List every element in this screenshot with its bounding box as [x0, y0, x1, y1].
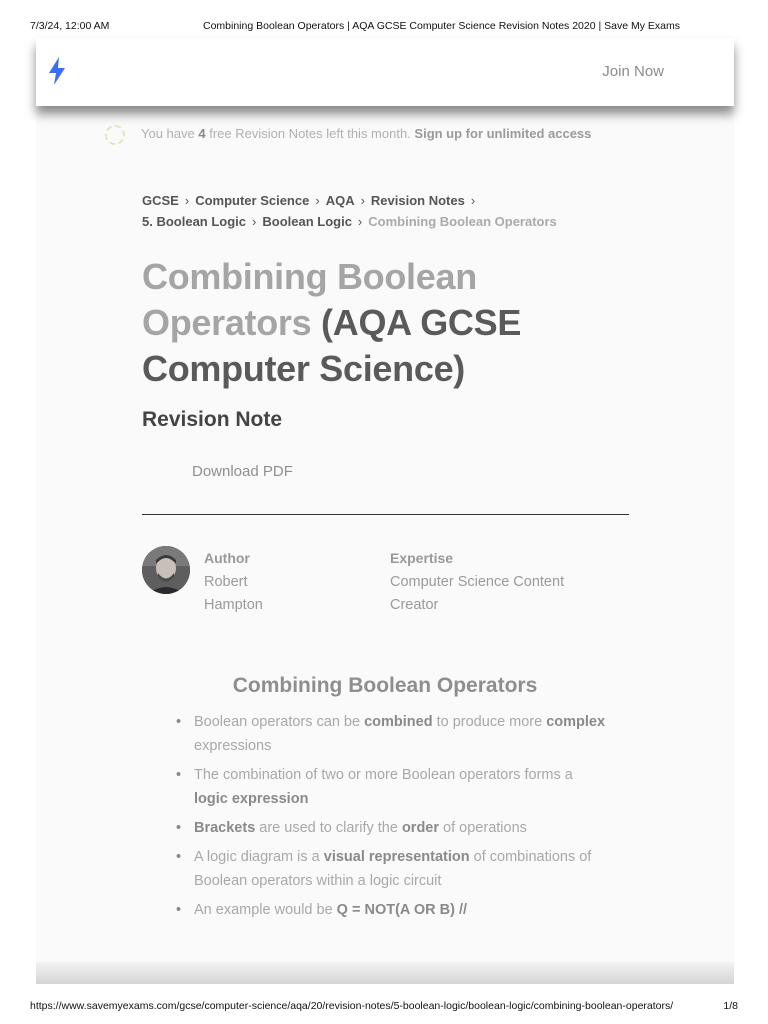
bullet-list — [176, 710, 606, 927]
join-now-button[interactable]: Join Now — [602, 63, 664, 80]
list-item: • The combination of two or more Boolean operators forms a logic expression — [176, 763, 606, 811]
list-item: • Brackets are used to clarify the order of operations — [176, 816, 606, 840]
notes-remaining-count: 4 — [198, 126, 206, 141]
chevron-right-icon: › — [360, 193, 365, 208]
page-title-main: Combining Boolean Operators — [142, 256, 477, 343]
breadcrumb-gcse[interactable]: GCSE — [142, 193, 179, 208]
chevron-right-icon: › — [315, 193, 320, 208]
chevron-right-icon: › — [357, 214, 363, 229]
author-label: Author — [204, 550, 250, 566]
expertise-value-line2: Creator — [390, 597, 439, 613]
list-item: • Boolean operators can be combined to produce more complex expressions — [176, 710, 606, 758]
signup-link[interactable]: Sign up for unlimited access — [414, 126, 592, 141]
free-notes-notice: You have 4 free Revision Notes left this month. Sign up for unlimited access — [141, 126, 591, 141]
print-page-title: Combining Boolean Operators | AQA GCSE Computer Science Revision Notes 2020 | Save My Exams — [202, 20, 680, 32]
breadcrumb-boolean-logic[interactable]: Boolean Logic — [262, 214, 352, 229]
breadcrumb-boolean-logic-topic[interactable]: 5. Boolean Logic — [142, 214, 247, 229]
divider — [142, 514, 629, 515]
print-header — [0, 0, 768, 40]
download-pdf-button[interactable]: Download PDF — [192, 463, 293, 480]
print-date: 7/3/24, 12:00 AM — [30, 20, 110, 32]
author-name-line1: Robert — [204, 574, 248, 590]
page-body — [36, 106, 734, 962]
page-title-suffix: (AQA GCSE Computer Science) — [142, 302, 522, 389]
loading-spinner-icon — [105, 125, 125, 145]
breadcrumb — [142, 190, 612, 232]
section-title: Combining Boolean Operators — [232, 674, 538, 697]
list-item: • A logic diagram is a visual representation of combinations of Boolean operators within a logic circuit — [176, 845, 606, 893]
chevron-right-icon: › — [184, 193, 190, 208]
site-header — [36, 38, 734, 106]
breadcrumb-current: Combining Boolean Operators — [368, 214, 557, 229]
print-url: https://www.savemyexams.com/gcse/computer-science/aqa/20/revision-notes/5-boolean-logic/boolean-logic/combining-boolean-operators/ — [30, 1000, 674, 1012]
breadcrumb-revision-notes[interactable]: Revision Notes — [370, 193, 465, 208]
lightning-bolt-path — [49, 57, 65, 85]
print-footer — [0, 988, 768, 1024]
print-page-number: 1/8 — [723, 1000, 738, 1012]
page-title — [142, 254, 622, 392]
page-bottom-fade — [36, 962, 734, 984]
breadcrumb-aqa[interactable]: AQA — [325, 193, 355, 208]
author-name-line2: Hampton — [204, 597, 263, 613]
lightning-bolt-icon[interactable] — [46, 56, 68, 86]
page-subtitle: Revision Note — [142, 408, 283, 431]
expertise-value-line1: Computer Science Content — [390, 574, 565, 590]
list-item: • An example would be Q = NOT(A OR B) // — [176, 898, 606, 922]
author-avatar — [142, 546, 190, 594]
breadcrumb-computer-science[interactable]: Computer Science — [195, 193, 310, 208]
chevron-right-icon: › — [252, 214, 257, 229]
chevron-right-icon: › — [470, 193, 476, 208]
expertise-label: Expertise — [390, 550, 454, 566]
